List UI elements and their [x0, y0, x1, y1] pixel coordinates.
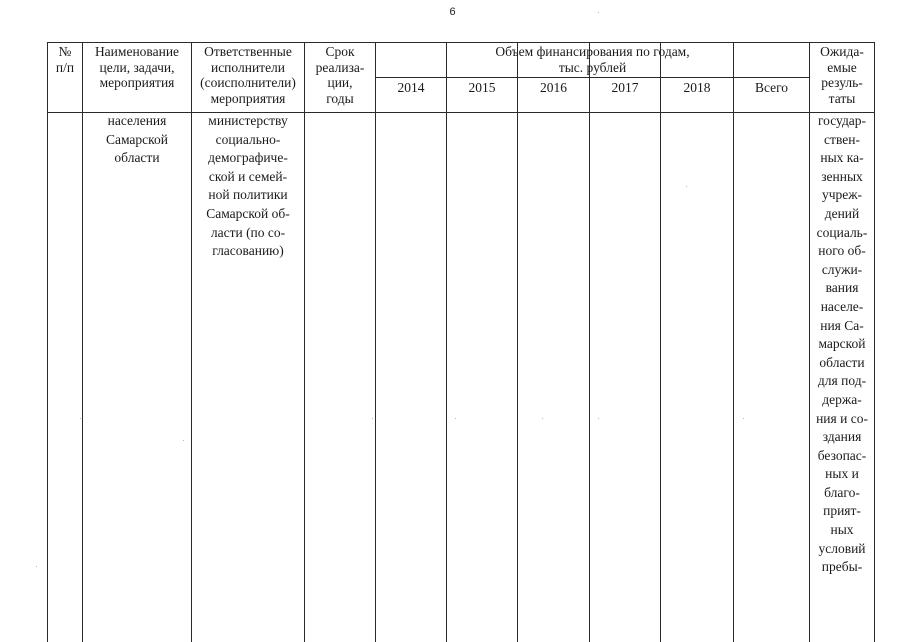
- scan-speck: [372, 418, 373, 419]
- year-2016: 2016: [540, 80, 567, 95]
- scan-speck: [183, 440, 184, 441]
- year-2015: 2015: [468, 80, 496, 95]
- header-implementation-term: Срок реализа- ции, годы: [315, 44, 365, 106]
- year-2017: 2017: [611, 80, 639, 95]
- scan-speck: [743, 418, 744, 419]
- header-expected-results: Ожида- емые резуль- таты: [820, 44, 864, 106]
- scan-speck: [455, 418, 456, 419]
- scan-speck: [598, 418, 599, 419]
- scan-speck: [598, 12, 599, 13]
- column-border: [304, 42, 305, 642]
- column-border: [47, 42, 48, 642]
- scan-speck: [36, 566, 37, 567]
- scan-speck: [542, 418, 543, 419]
- body-expected-results: государ- ствен- ных ка- зенных учреж- дений социаль- ного об- служи- вания населе- ния Са- марской области для под- держа- ния и со- здания безопас- ных и благо- прият- ных условий пребы-: [816, 113, 868, 575]
- column-border: [660, 42, 661, 642]
- scan-speck: [80, 418, 81, 419]
- body-goal-name: населения Самарской области: [105, 113, 169, 166]
- header-funding-volume: Объем финансирования по годам, тыс. рублей: [495, 44, 690, 75]
- year-row-top-border: [375, 77, 810, 78]
- column-border: [375, 42, 376, 642]
- year-2018: 2018: [683, 80, 711, 95]
- column-border: [517, 42, 518, 642]
- scan-speck: [686, 186, 687, 187]
- column-border: [446, 42, 447, 642]
- year-2014: 2014: [397, 80, 425, 95]
- program-table: [0, 42, 905, 642]
- header-row-number: № п/п: [55, 44, 75, 75]
- header-responsible-executors: Ответственные исполнители (соисполнители) мероприятия: [200, 44, 296, 106]
- column-border: [733, 42, 734, 642]
- table-top-border: [47, 42, 875, 43]
- page-number: 6: [449, 6, 456, 18]
- column-border: [874, 42, 875, 642]
- year-total: Всего: [754, 80, 789, 95]
- column-border: [589, 42, 590, 642]
- body-responsible-executors: министерству социально- демографиче- ской и семей- ной политики Самарской об- ласти (по со- гласованию): [206, 113, 290, 259]
- header-goal-name: Наименование цели, задачи, мероприятия: [94, 44, 180, 90]
